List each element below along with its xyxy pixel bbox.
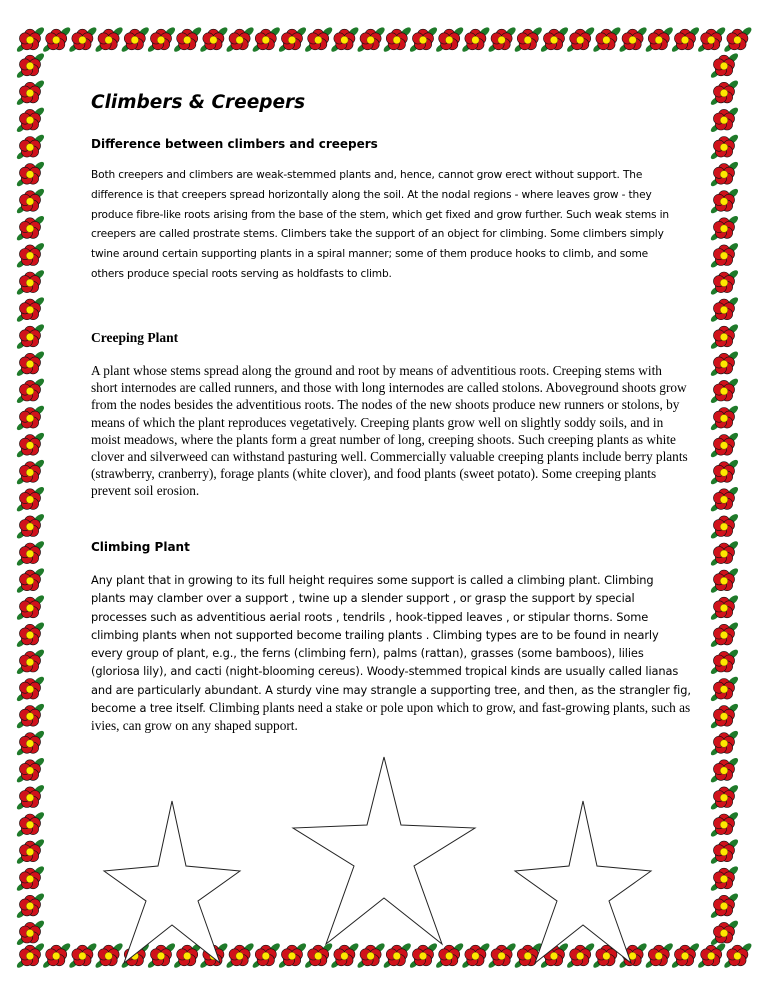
flower-icon xyxy=(15,26,45,54)
flower-icon xyxy=(42,26,72,54)
flower-icon xyxy=(709,268,739,296)
flower-icon xyxy=(15,648,45,676)
flower-icon xyxy=(382,26,412,54)
flower-icon xyxy=(304,26,334,54)
flower-icon xyxy=(513,26,543,54)
flower-icon xyxy=(15,431,45,459)
flower-icon xyxy=(15,79,45,107)
flower-icon xyxy=(709,539,739,567)
flower-icon xyxy=(15,942,45,970)
flower-icon xyxy=(709,350,739,378)
flower-icon xyxy=(15,350,45,378)
flower-icon xyxy=(277,942,307,970)
flower-icon xyxy=(709,214,739,242)
flower-icon xyxy=(618,26,648,54)
flower-icon xyxy=(199,26,229,54)
flower-icon xyxy=(697,26,727,54)
flower-icon xyxy=(709,106,739,134)
flower-icon xyxy=(487,26,517,54)
flower-icon xyxy=(709,404,739,432)
climbing-body-tail: Climbing plants need a stake or pole upon which to grow, and fast-growing plants, such as ivies, can grow on any shaped support. xyxy=(91,700,691,734)
flower-icon xyxy=(566,942,596,970)
flower-icon xyxy=(199,942,229,970)
flower-icon xyxy=(709,919,739,947)
flower-icon xyxy=(15,323,45,351)
flower-icon xyxy=(461,26,491,54)
flower-icon xyxy=(709,187,739,215)
climbing-body-main: Any plant that in growing to its full height requires some support is called a climbing plant. Climbing plants may clamber over a support , twine up a slender support , or grasp the support by special processes such as adventitious aerial roots , tendrils , hook-tipped leaves , or stipular thorns. Some climbing plants when not supported become trailing plants . Climbing types are to be found in nearly every group of plant, e.g., the ferns (climbing fern), palms (rattan), grasses (some bamboos), lilies (gloriosa lily), and cacti (night-blooming cereus). Woody-stemmed tropical kinds are usually called lianas and are particularly abundant. A sturdy vine may strangle a supporting tree, and then, as the strangler fig, become a tree itself. xyxy=(91,573,691,716)
flower-icon xyxy=(709,865,739,893)
flower-icon xyxy=(644,26,674,54)
flower-icon xyxy=(539,942,569,970)
flower-icon xyxy=(15,621,45,649)
flower-icon xyxy=(15,458,45,486)
flower-icon xyxy=(120,942,150,970)
flower-icon xyxy=(356,942,386,970)
flower-icon xyxy=(408,942,438,970)
flower-icon xyxy=(68,942,98,970)
section-heading-climbing-plant: Climbing Plant xyxy=(91,540,190,554)
flower-icon xyxy=(709,783,739,811)
flower-icon xyxy=(15,377,45,405)
flower-icon xyxy=(618,942,648,970)
flower-icon xyxy=(15,539,45,567)
flower-icon xyxy=(461,942,491,970)
flower-icon xyxy=(435,942,465,970)
flower-icon xyxy=(709,648,739,676)
flower-icon xyxy=(697,942,727,970)
flower-icon xyxy=(723,26,753,54)
flower-icon xyxy=(709,485,739,513)
flower-icon xyxy=(709,892,739,920)
flower-icon xyxy=(709,756,739,784)
flower-icon xyxy=(566,26,596,54)
flower-icon xyxy=(709,323,739,351)
flower-icon xyxy=(15,512,45,540)
flower-icon xyxy=(487,942,517,970)
flower-icon xyxy=(15,892,45,920)
flower-icon xyxy=(592,26,622,54)
flower-icon xyxy=(709,567,739,595)
flower-icon xyxy=(709,377,739,405)
flower-icon xyxy=(709,594,739,622)
flower-icon xyxy=(709,160,739,188)
flower-icon xyxy=(94,942,124,970)
flower-icon xyxy=(723,942,753,970)
flower-icon xyxy=(304,942,334,970)
flower-icon xyxy=(277,26,307,54)
flower-icon xyxy=(15,296,45,324)
flower-icon xyxy=(251,26,281,54)
flower-icon xyxy=(435,26,465,54)
flower-icon xyxy=(173,26,203,54)
flower-icon xyxy=(539,26,569,54)
flower-icon xyxy=(15,214,45,242)
flower-icon xyxy=(15,702,45,730)
flower-icon xyxy=(408,26,438,54)
flower-icon xyxy=(173,942,203,970)
flower-icon xyxy=(356,26,386,54)
flower-icon xyxy=(709,729,739,757)
flower-icon xyxy=(146,26,176,54)
flower-icon xyxy=(15,567,45,595)
flower-icon xyxy=(15,865,45,893)
flower-icon xyxy=(592,942,622,970)
flower-icon xyxy=(15,106,45,134)
flower-icon xyxy=(709,458,739,486)
flower-icon xyxy=(15,675,45,703)
flower-icon xyxy=(644,942,674,970)
flower-icon xyxy=(15,838,45,866)
flower-icon xyxy=(670,26,700,54)
flower-icon xyxy=(15,756,45,784)
flower-icon xyxy=(709,621,739,649)
section-body-climbing-plant xyxy=(91,571,691,736)
flower-icon xyxy=(670,942,700,970)
flower-icon xyxy=(709,431,739,459)
flower-icon xyxy=(15,810,45,838)
flower-icon xyxy=(225,26,255,54)
section-heading-difference: Difference between climbers and creepers xyxy=(91,137,378,151)
flower-icon xyxy=(709,79,739,107)
flower-icon xyxy=(120,26,150,54)
flower-icon xyxy=(330,942,360,970)
flower-icon xyxy=(15,404,45,432)
flower-icon xyxy=(709,296,739,324)
flower-icon xyxy=(68,26,98,54)
flower-icon xyxy=(15,919,45,947)
flower-icon xyxy=(709,133,739,161)
flower-icon xyxy=(382,942,412,970)
flower-icon xyxy=(709,241,739,269)
flower-icon xyxy=(15,729,45,757)
flower-icon xyxy=(15,783,45,811)
flower-icon xyxy=(15,485,45,513)
flower-icon xyxy=(15,133,45,161)
flower-icon xyxy=(709,52,739,80)
flower-icon xyxy=(15,160,45,188)
flower-icon xyxy=(15,241,45,269)
flower-icon xyxy=(709,702,739,730)
flower-icon xyxy=(251,942,281,970)
flower-icon xyxy=(330,26,360,54)
flower-icon xyxy=(709,838,739,866)
flower-icon xyxy=(15,268,45,296)
flower-icon xyxy=(42,942,72,970)
section-heading-creeping-plant: Creeping Plant xyxy=(91,330,179,345)
flower-icon xyxy=(225,942,255,970)
document-title: Climbers & Creepers xyxy=(91,92,306,113)
flower-icon xyxy=(94,26,124,54)
flower-icon xyxy=(709,810,739,838)
flower-icon xyxy=(513,942,543,970)
flower-icon xyxy=(15,594,45,622)
flower-icon xyxy=(146,942,176,970)
section-body-creeping-plant: A plant whose stems spread along the ground and root by means of adventitious roots. Creeping stems with short internodes are called runners, and those with long internodes are called stolons. Aboveground shoots grow from the nodes besides the adventitious roots. The nodes of the new shoots produce new runners or stolons, by means of which the plant reproduces vegetatively. Creeping plants grow well on slightly soddy soils, and in moist meadows, where the plants form a great number of long, creeping shoots. Such creeping plants as white clover and silverweed can withstand pasturing well. Commercially valuable creeping plants include berry plants (strawberry, cranberry), forage plants (white clover), and food plants (sweet potato). Some creeping plants prevent soil erosion. xyxy=(91,363,688,499)
flower-icon xyxy=(15,187,45,215)
flower-icon xyxy=(709,512,739,540)
flower-icon xyxy=(709,675,739,703)
section-body-difference: Both creepers and climbers are weak-stemmed plants and, hence, cannot grow erect without support. The difference is that creepers spread horizontally along the soil. At the nodal regions - where leaves grow - they produce fibre-like roots arising from the base of the stem, which get fixed and grow further. Such weak stems in creepers are called prostrate stems. Climbers take the support of an object for climbing. Some climbers simply twine around certain supporting plants in a spiral manner; some of them produce hooks to climb, and some others produce special roots serving as holdfasts to climb. xyxy=(91,169,669,280)
flower-icon xyxy=(15,52,45,80)
